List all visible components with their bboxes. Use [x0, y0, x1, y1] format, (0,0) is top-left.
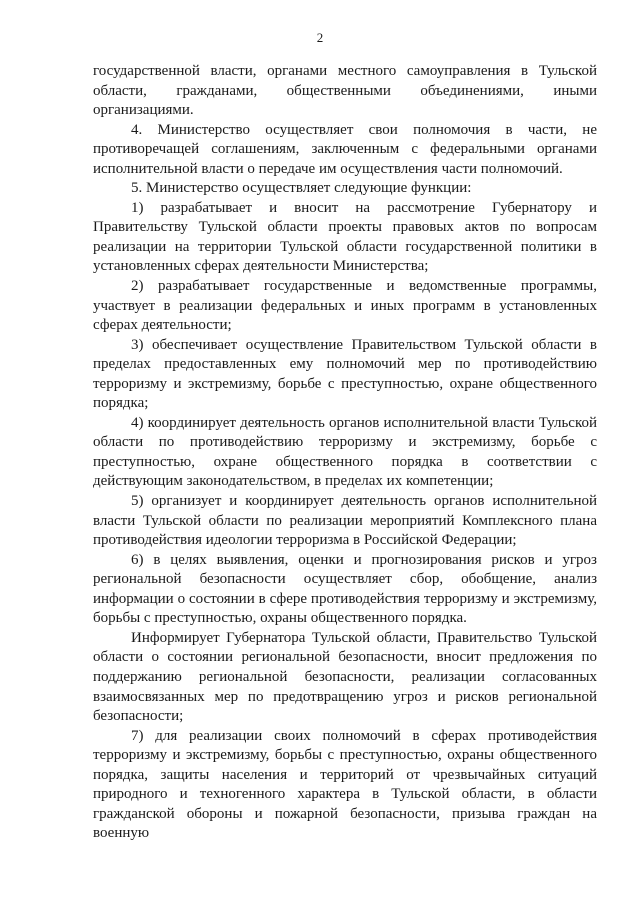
paragraph-item-4: 4. Министерство осуществляет свои полномочия в части, не противоречащей соглашениям, заключенным с федеральными органами исполнительной власти о передаче им осуществления части полномочий. — [93, 121, 597, 177]
paragraph-function-2: 2) разрабатывает государственные и ведомственные программы, участвует в реализации федеральных и иных программ в установленных сферах деятельности; — [93, 278, 597, 334]
paragraph-function-6: 6) в целях выявления, оценки и прогнозирования рисков и угроз региональной безопасности осуществляет сбор, обобщение, анализ информации о состоянии в сфере противодействия терроризму и экстремизму, борьбы с преступностью, охраны общественного порядка. — [93, 551, 597, 627]
paragraph-function-1: 1) разрабатывает и вносит на рассмотрение Губернатору и Правительству Тульской области проекты правовых актов по вопросам реализации на территории Тульской области государственной политики в установленных сферах деятельности Министерства; — [93, 199, 597, 275]
paragraph-function-3: 3) обеспечивает осуществление Правительством Тульской области в пределах предоставленных ему полномочий мер по противодействию терроризму и экстремизму, борьбе с преступностью, охране общественного порядка; — [93, 336, 597, 412]
paragraph-function-7: 7) для реализации своих полномочий в сферах противодействия терроризму и экстремизму, борьбы с преступностью, охраны общественного порядка, защиты населения и территорий от чрезвычайных ситуаций природного и техногенного характера в Тульской области, в области гражданской обороны и пожарной безопасности, призыва граждан на военную — [93, 727, 597, 842]
paragraph-function-4: 4) координирует деятельность органов исполнительной власти Тульской области по противодействию терроризму и экстремизму, борьбе с преступностью, охране общественного порядка в соответствии с действующим законодательством, в пределах их компетенции; — [93, 414, 597, 490]
paragraph-function-5: 5) организует и координирует деятельность органов исполнительной власти Тульской области по реализации мероприятий Комплексного плана противодействия идеологии терроризма в Российской Федерации; — [93, 493, 597, 549]
paragraph-item-5: 5. Министерство осуществляет следующие функции: — [131, 180, 472, 197]
paragraph-informs: Информирует Губернатора Тульской области, Правительство Тульской области о состоянии региональной безопасности, вносит предложения по поддержанию региональной безопасности, реализации согласованных взаимосвязанных мер по предотвращению угроз и рисков региональной безопасности; — [93, 629, 597, 725]
paragraph-continuation: государственной власти, органами местного самоуправления в Тульской области, гражданами, общественными объединениями, иными организациями. — [93, 63, 597, 119]
page-number: 2 — [316, 30, 324, 45]
document-body — [93, 62, 597, 844]
